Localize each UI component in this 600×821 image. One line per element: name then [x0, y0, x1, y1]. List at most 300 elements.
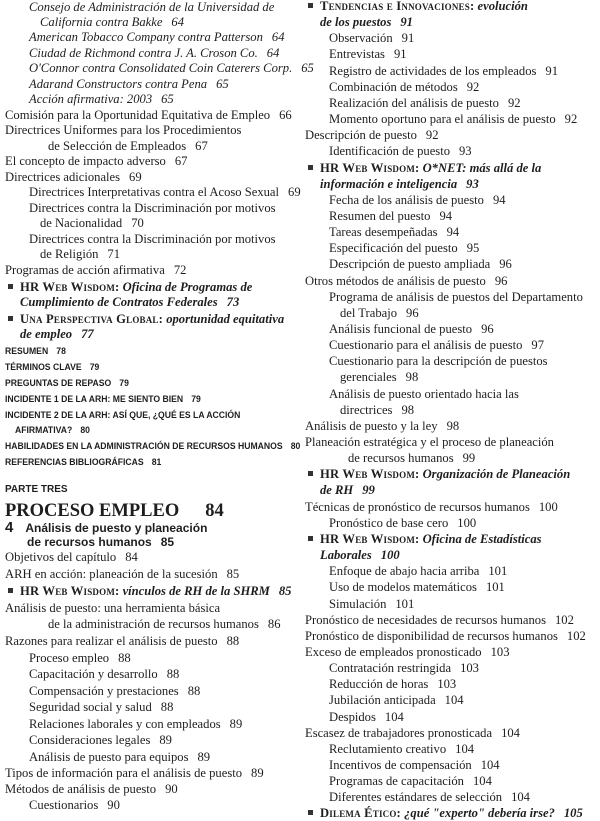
- page-number: 84: [125, 550, 138, 564]
- page-number: 103: [437, 677, 457, 691]
- entry-title: Contratación restringida: [329, 661, 452, 675]
- toc-entry-analisis-funcional-de-puesto: [329, 322, 494, 337]
- page-number: 104: [480, 758, 500, 772]
- page-number: 88: [187, 684, 201, 698]
- toc-entry-programas-de-capacitacion: [329, 774, 492, 789]
- toc-entry-informacion-e-inteligencia: [320, 177, 479, 192]
- toc-entry-directrices-interpretativas-contra-el-ac: [29, 185, 301, 200]
- toc-entry-diferentes-estandares-de-seleccion: [329, 790, 530, 805]
- entry-title: Uso de modelos matemáticos: [329, 580, 477, 594]
- entry-title: Simulación: [329, 597, 387, 611]
- entry-title: Compensación y prestaciones: [29, 684, 179, 698]
- entry-title: Métodos de análisis de puesto: [5, 782, 157, 796]
- entry-title: de recursos humanos: [27, 535, 152, 549]
- toc-entry-analisis-de-puesto-orientado-hacia-las: [329, 387, 519, 402]
- page-number: 67: [174, 154, 188, 168]
- page-number: 104: [384, 710, 404, 724]
- toc-entry-adarand-constructors-contra-pena: [29, 77, 229, 92]
- square-bullet-icon: [308, 3, 313, 8]
- entry-title: Fecha de los análisis de puesto: [329, 193, 484, 207]
- entry-title: AFIRMATIVA?: [15, 425, 73, 436]
- toc-entry-incentivos-de-compensacion: [329, 758, 500, 773]
- entry-title: Momento oportuno para el análisis de puesto: [329, 112, 556, 126]
- entry-title: Pronóstico de necesidades de recursos humanos: [305, 613, 546, 627]
- entry-title: Diferentes estándares de selección: [329, 790, 503, 804]
- toc-entry-de-rh: [320, 483, 375, 498]
- entry-title: Despidos: [329, 710, 376, 724]
- entry-title: directrices: [340, 403, 393, 417]
- entry-title: gerenciales: [340, 370, 397, 384]
- entry-title: Descripción de puesto ampliada: [329, 257, 491, 271]
- toc-entry-arh-en-accion-planeacion-de-la-sucesion: [5, 567, 239, 582]
- entry-title: Capacitación y desarrollo: [29, 667, 158, 681]
- entry-title: Entrevistas: [329, 47, 385, 61]
- feature-label: Dilema Ético:: [320, 806, 401, 820]
- entry-title: American Tobacco Company contra Patterson: [29, 30, 263, 44]
- entry-title: REFERENCIAS BIBLIOGRÁFICAS: [5, 457, 144, 468]
- entry-title: Incentivos de compensación: [329, 758, 472, 772]
- toc-entry-despidos: [329, 710, 404, 725]
- toc-entry-uso-de-modelos-matematicos: [329, 580, 505, 595]
- toc-entry-consejo-de-administracion-de-la-universi: [29, 0, 274, 15]
- entry-title: Identificación de puesto: [329, 144, 450, 158]
- entry-title: Exceso de empleados pronosticado: [305, 645, 482, 659]
- entry-title: Cuestionarios: [29, 798, 99, 812]
- toc-entry-analisis-de-puesto-una-herramienta-basic: [5, 601, 220, 616]
- entry-title: PROCESO EMPLEO: [5, 501, 180, 521]
- entry-title: Objetivos del capítulo: [5, 550, 117, 564]
- page-number: 104: [444, 693, 464, 707]
- page-number: 69: [129, 170, 142, 184]
- page-number: 99: [462, 451, 476, 465]
- toc-entry-directrices: [340, 403, 414, 418]
- page-number: 88: [166, 667, 180, 681]
- entry-title: Realización del análisis de puesto: [329, 96, 499, 110]
- toc-entry-proceso-empleo: [29, 651, 131, 666]
- toc-entry-reduccion-de-horas: [329, 677, 456, 692]
- page-number: 105: [563, 806, 583, 820]
- feature-label: Tendencias e Innovaciones:: [320, 0, 475, 13]
- toc-entry-cuestionario-para-el-analisis-de-puesto: [329, 338, 544, 353]
- page-number: 89: [251, 766, 264, 780]
- page-number: 92: [425, 128, 439, 142]
- entry-title: Programa de análisis de puestos del Departamento: [329, 290, 583, 304]
- page-number: 101: [488, 564, 508, 578]
- toc-entry-tipos-de-informacion-para-el-analisis-de: [5, 766, 264, 781]
- toc-entry-seguridad-social-y-salud: [29, 700, 173, 715]
- entry-title: Análisis de puesto: una herramienta básica: [5, 601, 221, 615]
- page-number: 65: [216, 77, 229, 91]
- toc-entry-simulacion: [329, 597, 414, 612]
- toc-entry-evolucion: [308, 0, 528, 14]
- entry-title: Acción afirmativa: 2003: [29, 92, 153, 106]
- toc-entry-objetivos-del-capitulo: [5, 550, 138, 565]
- page-number: 80: [290, 441, 301, 452]
- feature-label: HR Web Wisdom:: [20, 280, 120, 294]
- toc-entry-ciudad-de-richmond-contra-j-a-croson-co: [29, 46, 279, 61]
- page-number: 94: [492, 193, 506, 207]
- page-number: 78: [56, 346, 66, 357]
- entry-title: Tareas desempeñadas: [329, 225, 438, 239]
- entry-title: de RH: [320, 483, 354, 497]
- entry-title: Oficina de Estadísticas: [422, 532, 542, 546]
- page-number: 64: [271, 30, 285, 44]
- entry-title: información e inteligencia: [320, 177, 458, 191]
- toc-entry-directrices-adicionales: [5, 170, 142, 185]
- toc-entry-organizacion-de-planeacion: [308, 467, 570, 482]
- entry-title: ¿qué "experto" debería irse?: [404, 806, 555, 820]
- toc-entry-que-experto-deberia-irse: [308, 806, 583, 821]
- toc-entry-oficina-de-estadisticas: [308, 532, 542, 547]
- page-number: 89: [229, 717, 243, 731]
- page-number: 64: [266, 46, 280, 60]
- entry-title: Reducción de horas: [329, 677, 429, 691]
- page-number: 94: [439, 209, 453, 223]
- toc-entry-directrices-contra-la-discriminacion-por: [29, 232, 276, 247]
- page-number: 65: [161, 92, 174, 106]
- toc-entry-vinculos-de-rh-de-la-shrm: [8, 584, 291, 599]
- page-number: 91: [400, 15, 413, 29]
- toc-entry-preguntas-de-repaso: [5, 376, 129, 391]
- chapter-number: 4: [5, 519, 14, 536]
- page-number: 93: [459, 144, 472, 158]
- entry-title: Directrices Uniformes para los Procedimientos: [5, 123, 242, 137]
- toc-entry-de-la-administracion-de-recursos-humanos: [48, 617, 280, 632]
- entry-title: Especificación del puesto: [329, 241, 458, 255]
- toc-entry-gerenciales: [340, 370, 418, 385]
- page-number: 100: [457, 516, 477, 530]
- page-number: 96: [406, 306, 419, 320]
- square-bullet-icon: [8, 316, 13, 321]
- toc-entry-fecha-de-los-analisis-de-puesto: [329, 193, 506, 208]
- toc-entry-programas-de-accion-afirmativa: [5, 263, 186, 278]
- entry-title: Resumen del puesto: [329, 209, 431, 223]
- entry-title: Consejo de Administración de la Universidad de: [29, 0, 275, 14]
- toc-entry-descripcion-de-puesto: [305, 128, 439, 143]
- toc-entry-terminos-clave: [5, 360, 99, 375]
- page-number: 91: [401, 31, 415, 45]
- entry-title: Descripción de puesto: [305, 128, 417, 142]
- page-number: 85: [160, 535, 175, 549]
- page-number: 88: [226, 634, 240, 648]
- page-number: 101: [485, 580, 505, 594]
- page-number: 104: [472, 774, 492, 788]
- toc-entry-de-religion: [40, 247, 120, 262]
- page-number: 91: [545, 64, 558, 78]
- page-number: 69: [288, 185, 301, 199]
- entry-title: El concepto de impacto adverso: [5, 154, 166, 168]
- toc-entry-resumen-del-puesto: [329, 209, 452, 224]
- page-number: 98: [446, 419, 460, 433]
- feature-label: Una Perspectiva Global:: [20, 312, 164, 326]
- entry-title: Adarand Constructors contra Pena: [29, 77, 208, 91]
- toc-entry-de-recursos-humanos: [348, 451, 475, 466]
- entry-title: Observación: [329, 31, 393, 45]
- entry-title: ARH en acción: planeación de la sucesión: [5, 567, 218, 581]
- entry-title: California contra Bakke: [40, 15, 163, 29]
- square-bullet-icon: [8, 588, 13, 593]
- toc-entry-pronostico-de-necesidades-de-recursos-hu: [305, 613, 574, 628]
- entry-title: Razones para realizar el análisis de puesto: [5, 634, 218, 648]
- page-number: 92: [507, 96, 521, 110]
- toc-entry-cumplimiento-de-contratos-federales: [20, 295, 239, 310]
- page-number: 86: [267, 617, 281, 631]
- entry-title: HABILIDADES EN LA ADMINISTRACIÓN DE RECURSOS HUMANOS: [5, 441, 283, 452]
- toc-entry-momento-oportuno-para-el-analisis-de-pue: [329, 112, 577, 127]
- entry-title: oportunidad equitativa: [166, 312, 285, 326]
- entry-title: de Nacionalidad: [40, 216, 123, 230]
- page-number: 72: [173, 263, 187, 277]
- page-number: 100: [538, 500, 558, 514]
- entry-title: Consideraciones legales: [29, 733, 151, 747]
- toc-entry-analisis-de-puesto-y-planeacion: [5, 520, 207, 536]
- page-number: 103: [490, 645, 510, 659]
- page-number: 81: [151, 457, 162, 468]
- page-number: 64: [171, 15, 185, 29]
- entry-title: TÉRMINOS CLAVE: [5, 362, 82, 373]
- toc-entry-identificacion-de-puesto: [329, 144, 472, 159]
- toc-entry-referencias-bibliograficas: [5, 455, 161, 470]
- page-number: 102: [566, 629, 586, 643]
- toc-entry-observacion: [329, 31, 414, 46]
- entry-title: de Religión: [40, 247, 99, 261]
- toc-entry-american-tobacco-company-contra-patterso: [29, 30, 285, 45]
- toc-entry-directrices-uniformes-para-los-procedimi: [5, 123, 241, 138]
- toc-entry-resumen: [5, 344, 66, 359]
- entry-title: Proceso empleo: [29, 651, 110, 665]
- toc-entry-de-empleo: [20, 327, 94, 342]
- toc-entry-oportunidad-equitativa: [8, 312, 284, 327]
- toc-entry-oficina-de-programas-de: [8, 280, 252, 295]
- entry-title: Ciudad de Richmond contra J. A. Croson Co.: [29, 46, 258, 60]
- toc-entry-incidente-1-de-la-arh-me-siento-bien: [5, 392, 201, 407]
- toc-entry-cuestionario-para-la-descripcion-de-pues: [329, 354, 548, 369]
- toc-entry-descripcion-de-puesto-ampliada: [329, 257, 512, 272]
- toc-entry-otros-metodos-de-analisis-de-puesto: [305, 274, 507, 289]
- toc-entry-directrices-contra-la-discriminacion-por: [29, 201, 276, 216]
- toc-entry-reclutamiento-creativo: [329, 742, 474, 757]
- entry-title: Escasez de trabajadores pronosticada: [305, 726, 493, 740]
- entry-title: de Selección de Empleados: [48, 139, 187, 153]
- entry-title: O*NET: más allá de la: [422, 161, 542, 175]
- toc-entry-cuestionarios: [29, 798, 120, 813]
- entry-title: Pronóstico de disponibilidad de recursos humanos: [305, 629, 558, 643]
- toc-entry-pronostico-de-disponibilidad-de-recursos: [305, 629, 586, 644]
- entry-title: Técnicas de pronóstico de recursos humanos: [305, 500, 530, 514]
- page-number: 96: [499, 257, 512, 271]
- entry-title: Registro de actividades de los empleados: [329, 64, 537, 78]
- toc-entry-o-connor-contra-consolidated-coin-catere: [29, 61, 314, 76]
- page-number: 103: [460, 661, 479, 675]
- entry-title: Cumplimiento de Contratos Federales: [20, 295, 218, 309]
- page-number: 100: [380, 548, 400, 562]
- page-number: 94: [446, 225, 460, 239]
- toc-entry-comision-para-la-oportunidad-equitativa-: [5, 108, 292, 123]
- toc-entry-de-los-puestos: [320, 15, 413, 30]
- feature-label: HR Web Wisdom:: [320, 532, 420, 546]
- page-number: 80: [80, 425, 90, 436]
- toc-entry-el-concepto-de-impacto-adverso: [5, 154, 187, 169]
- toc-entry-de-recursos-humanos: [27, 535, 174, 550]
- entry-title: Directrices contra la Discriminación por motivos: [29, 232, 276, 246]
- page-number: 70: [131, 216, 144, 230]
- toc-entry-razones-para-realizar-el-analisis-de-pue: [5, 634, 239, 649]
- toc-right-column: [300, 0, 600, 820]
- toc-entry-planeacion-estrategica-y-el-proceso-de-p: [305, 435, 554, 450]
- square-bullet-icon: [308, 471, 313, 476]
- square-bullet-icon: [8, 284, 13, 289]
- page-number: 67: [195, 139, 208, 153]
- page-number: 92: [564, 112, 578, 126]
- toc-entry-compensacion-y-prestaciones: [29, 684, 200, 699]
- toc-entry-accion-afirmativa-2003: [29, 92, 174, 107]
- square-bullet-icon: [308, 165, 313, 170]
- entry-title: RESUMEN: [5, 346, 49, 357]
- page-number: 104: [455, 742, 475, 756]
- page-number: 84: [205, 501, 224, 521]
- entry-title: de los puestos: [320, 15, 392, 29]
- entry-title: Combinación de métodos: [329, 80, 458, 94]
- entry-title: Tipos de información para el análisis de puesto: [5, 766, 243, 780]
- page-number: 98: [405, 370, 419, 384]
- toc-entry-pronostico-de-base-cero: [329, 516, 476, 531]
- entry-title: Análisis de puesto orientado hacia las: [329, 387, 519, 401]
- square-bullet-icon: [308, 810, 313, 815]
- toc-entry-o-net-mas-alla-de-la: [308, 161, 541, 176]
- entry-title: INCIDENTE 2 DE LA ARH: ASÍ QUE, ¿QUÉ ES LA ACCIÓN: [5, 410, 241, 421]
- page-number: 66: [279, 108, 292, 122]
- entry-title: Programas de capacitación: [329, 774, 464, 788]
- toc-entry-metodos-de-analisis-de-puesto: [5, 782, 178, 797]
- entry-title: de recursos humanos: [348, 451, 454, 465]
- entry-title: Organización de Planeación: [422, 467, 571, 481]
- toc-entry-consideraciones-legales: [29, 733, 172, 748]
- toc-entry-capacitacion-y-desarrollo: [29, 667, 179, 682]
- toc-entry-afirmativa: [15, 423, 90, 438]
- page-number: 97: [531, 338, 544, 352]
- entry-title: de empleo: [20, 327, 73, 341]
- toc-entry-analisis-de-puesto-para-equipos: [29, 750, 210, 765]
- page-number: 104: [511, 790, 530, 804]
- page-number: 88: [160, 700, 174, 714]
- page-number: 77: [81, 327, 94, 341]
- toc-entry-analisis-de-puesto-y-la-ley: [305, 419, 459, 434]
- page-number: 79: [119, 378, 129, 389]
- toc-entry-relaciones-laborales-y-con-empleados: [29, 717, 242, 732]
- toc-entry-de-nacionalidad: [40, 216, 144, 231]
- toc-entry-programa-de-analisis-de-puestos-del-depa: [329, 290, 583, 305]
- entry-title: Reclutamiento creativo: [329, 742, 447, 756]
- page-number: 95: [466, 241, 480, 255]
- entry-title: Comisión para la Oportunidad Equitativa de Empleo: [5, 108, 271, 122]
- square-bullet-icon: [308, 536, 313, 541]
- feature-label: HR Web Wisdom:: [320, 467, 420, 481]
- entry-title: PREGUNTAS DE REPASO: [5, 378, 112, 389]
- toc-entry-enfoque-de-abajo-hacia-arriba: [329, 564, 507, 579]
- toc-entry-exceso-de-empleados-pronosticado: [305, 645, 510, 660]
- toc-entry-jubilacion-anticipada: [329, 693, 464, 708]
- toc-entry-del-trabajo: [340, 306, 419, 321]
- entry-title: Pronóstico de base cero: [329, 516, 449, 530]
- entry-title: Cuestionario para la descripción de puestos: [329, 354, 548, 368]
- toc-entry-proceso-empleo: [5, 501, 224, 521]
- entry-title: vínculos de RH de la SHRM: [122, 584, 270, 598]
- entry-title: de la administración de recursos humanos: [48, 617, 259, 631]
- page-number: 90: [165, 782, 178, 796]
- page-number: 89: [159, 733, 172, 747]
- page-number: 88: [118, 651, 131, 665]
- page-number: 102: [554, 613, 574, 627]
- toc-entry-laborales: [320, 548, 400, 563]
- toc-entry-de-seleccion-de-empleados: [48, 139, 208, 154]
- entry-title: Laborales: [320, 548, 372, 562]
- entry-title: Oficina de Programas de: [122, 280, 253, 294]
- entry-title: PARTE TRES: [5, 484, 68, 495]
- page-number: 104: [501, 726, 520, 740]
- page-number: 99: [362, 483, 375, 497]
- page-number: 96: [481, 322, 494, 336]
- page-number: 85: [226, 567, 240, 581]
- page-number: 79: [89, 362, 100, 373]
- feature-label: HR Web Wisdom:: [20, 584, 120, 598]
- entry-title: Análisis funcional de puesto: [329, 322, 473, 336]
- toc-entry-realizacion-del-analisis-de-puesto: [329, 96, 521, 111]
- entry-title: Enfoque de abajo hacia arriba: [329, 564, 480, 578]
- page-number: 93: [466, 177, 479, 191]
- toc-entry-tareas-desempenadas: [329, 225, 459, 240]
- page-number: 79: [191, 394, 201, 405]
- toc-entry-especificacion-del-puesto: [329, 241, 479, 256]
- page-number: 92: [466, 80, 480, 94]
- entry-title: Análisis de puesto y planeación: [25, 521, 208, 535]
- entry-title: O'Connor contra Consolidated Coin Caterers Corp.: [29, 61, 293, 75]
- toc-entry-escasez-de-trabajadores-pronosticada: [305, 726, 520, 741]
- toc-entry-parte-tres: [5, 482, 68, 497]
- toc-entry-tecnicas-de-pronostico-de-recursos-human: [305, 500, 558, 515]
- entry-title: INCIDENTE 1 DE LA ARH: ME SIENTO BIEN: [5, 394, 184, 405]
- page-number: 71: [107, 247, 121, 261]
- page-number: 65: [301, 61, 314, 75]
- entry-title: Análisis de puesto y la ley: [305, 419, 438, 433]
- entry-title: Jubilación anticipada: [329, 693, 436, 707]
- page-number: 96: [494, 274, 508, 288]
- entry-title: Cuestionario para el análisis de puesto: [329, 338, 523, 352]
- entry-title: Seguridad social y salud: [29, 700, 152, 714]
- entry-title: Programas de acción afirmativa: [5, 263, 165, 277]
- entry-title: evolución: [477, 0, 528, 13]
- toc-entry-combinacion-de-metodos: [329, 80, 479, 95]
- entry-title: del Trabajo: [340, 306, 398, 320]
- entry-title: Directrices adicionales: [5, 170, 121, 184]
- entry-title: Relaciones laborales y con empleados: [29, 717, 221, 731]
- page-number: 90: [107, 798, 120, 812]
- page-number: 85: [278, 584, 292, 598]
- entry-title: Otros métodos de análisis de puesto: [305, 274, 486, 288]
- toc-entry-california-contra-bakke: [40, 15, 184, 30]
- toc-entry-contratacion-restringida: [329, 661, 479, 676]
- toc-entry-incidente-2-de-la-arh-asi-que-que-es-la-: [5, 408, 240, 423]
- page-number: 89: [197, 750, 211, 764]
- toc-entry-registro-de-actividades-de-los-empleados: [329, 64, 558, 79]
- toc-entry-habilidades-en-la-administracion-de-recu: [5, 439, 300, 454]
- page-number: 98: [401, 403, 415, 417]
- entry-title: Directrices Interpretativas contra el Acoso Sexual: [29, 185, 280, 199]
- page-number: 101: [395, 597, 415, 611]
- entry-title: Directrices contra la Discriminación por motivos: [29, 201, 276, 215]
- entry-title: Planeación estratégica y el proceso de planeación: [305, 435, 554, 449]
- page-number: 73: [226, 295, 240, 309]
- feature-label: HR Web Wisdom:: [320, 161, 420, 175]
